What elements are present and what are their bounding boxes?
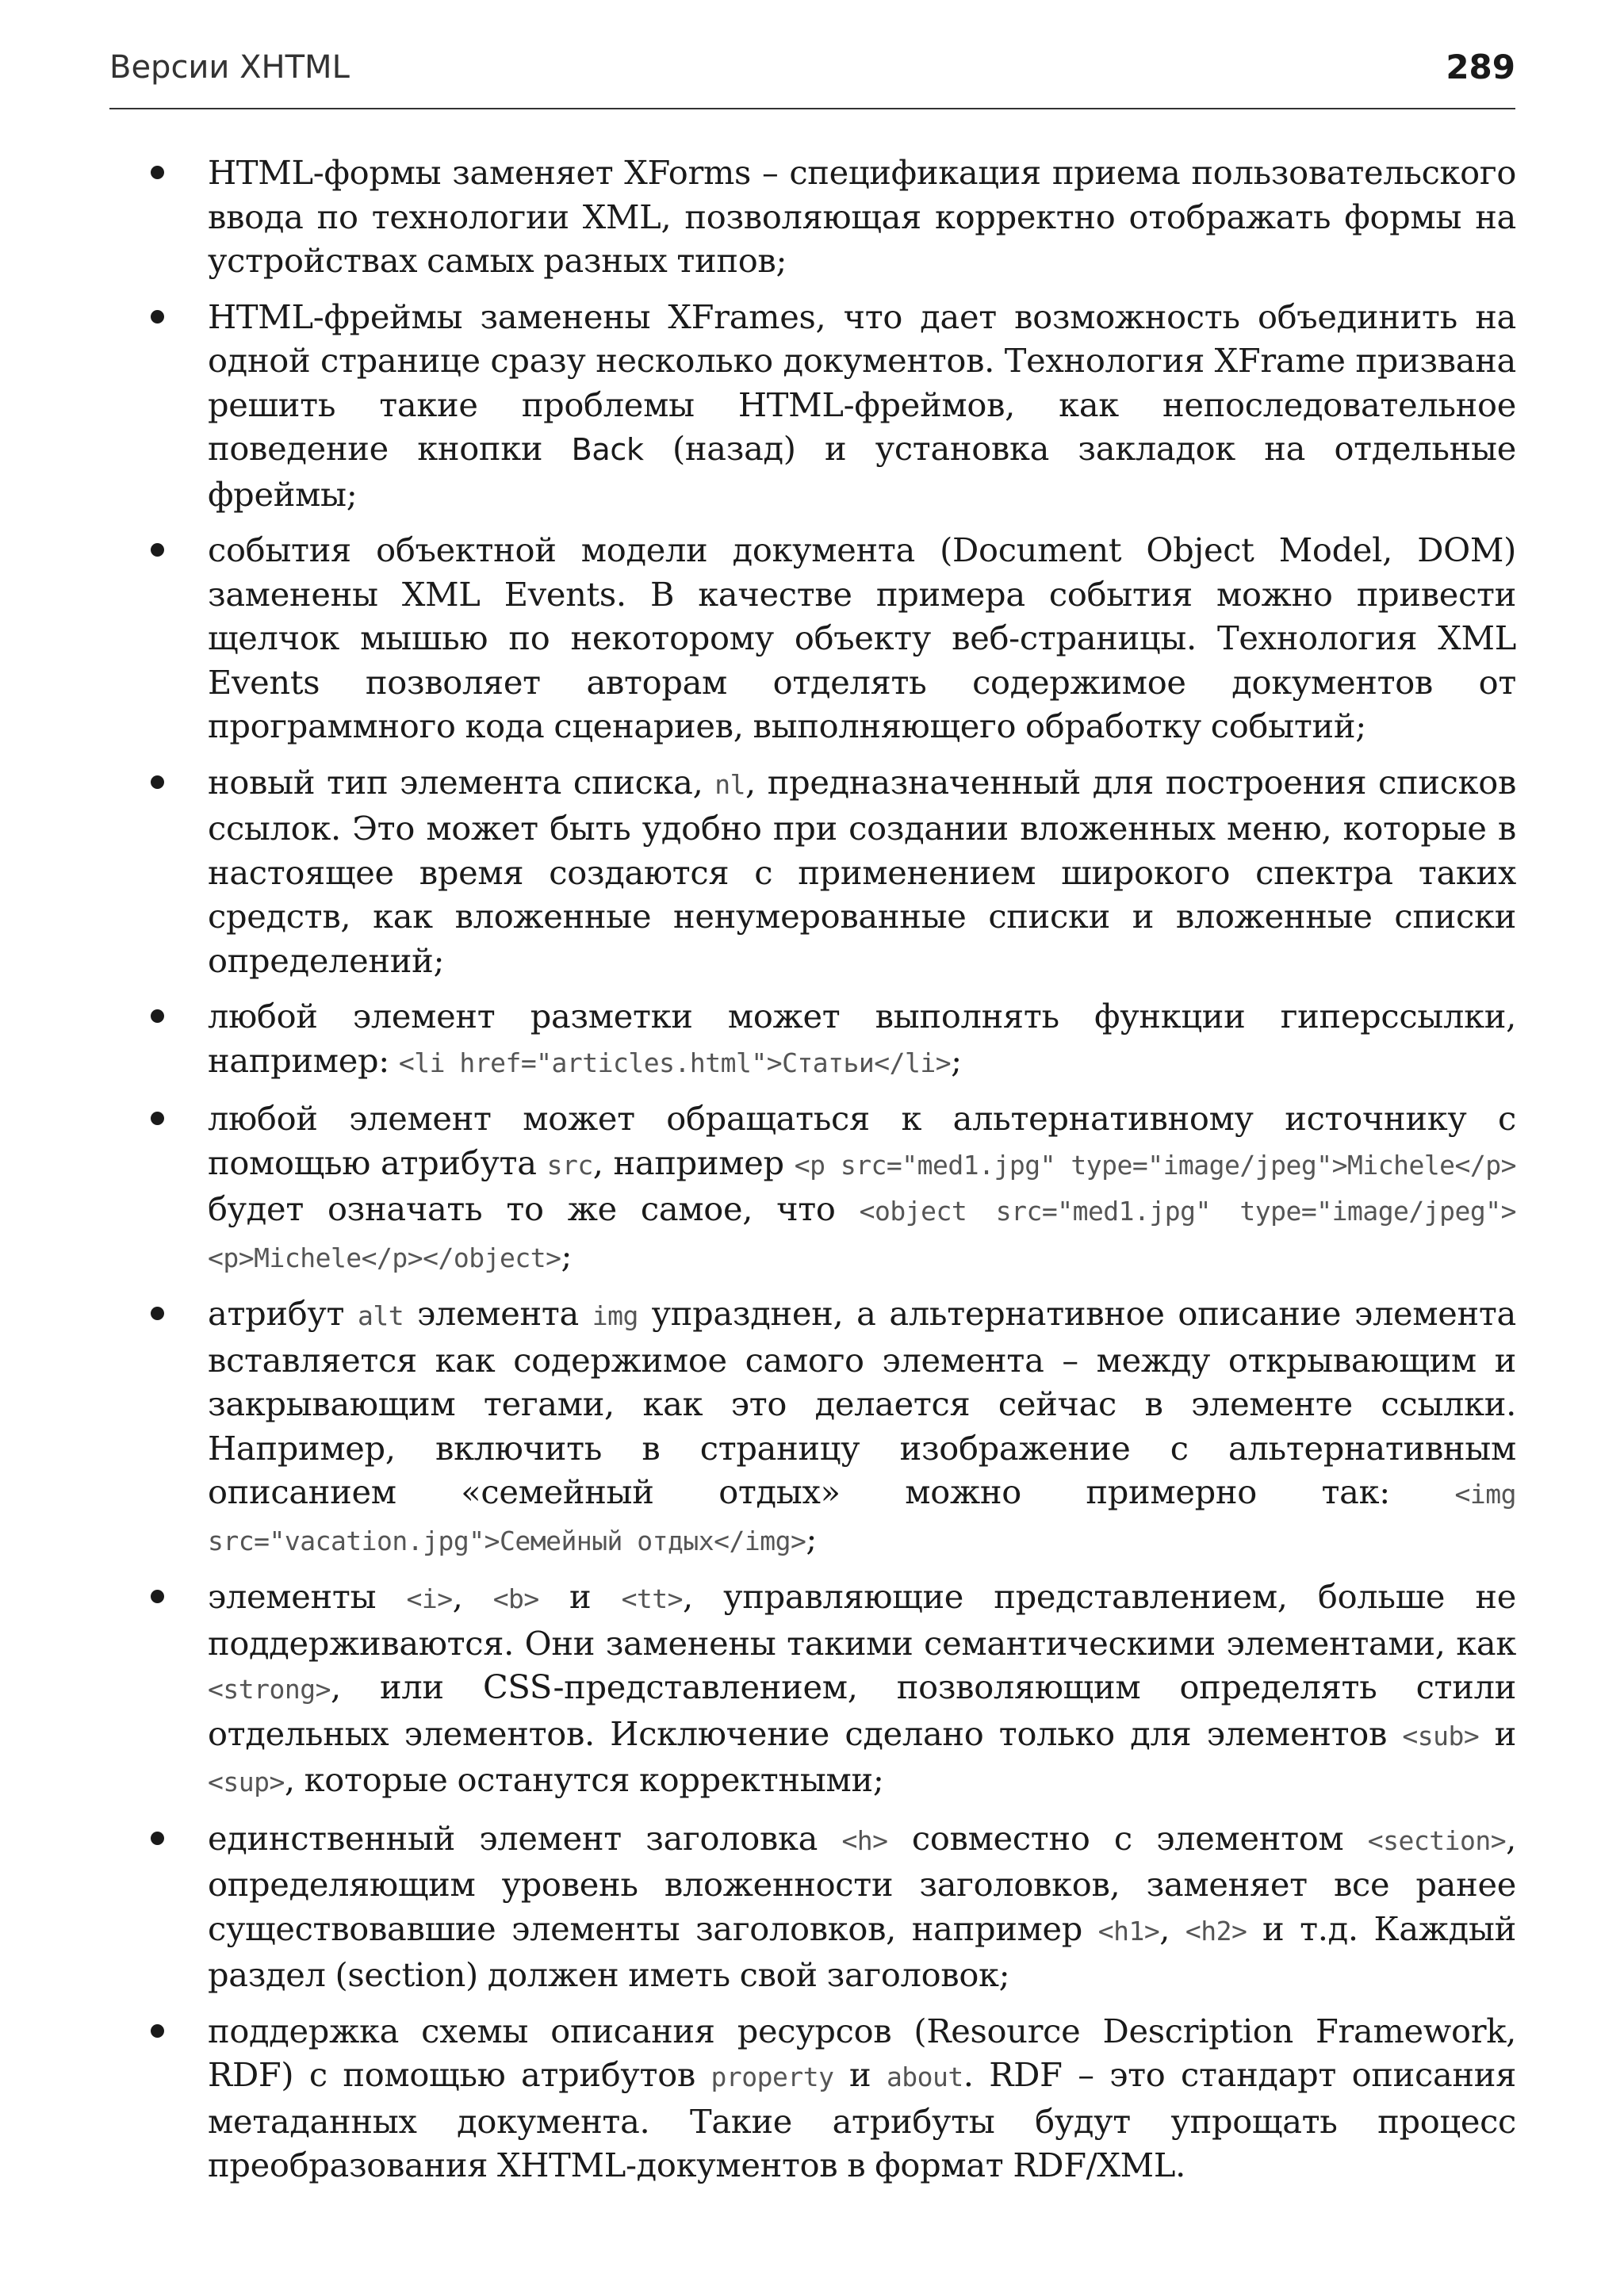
list-item	[208, 151, 1516, 283]
bullet-icon	[151, 1112, 164, 1125]
item-text: любой элемент разметки может выполнять функции гиперссылки, например:	[208, 997, 1516, 1080]
bullet-icon	[151, 166, 164, 179]
bullet-list	[208, 151, 1516, 2188]
list-item	[208, 528, 1516, 748]
item-text: ;	[951, 1040, 962, 1080]
item-text: упразднен, а альтернативное описание элемента вставляется как содержимое самого элемента – между открывающим и закрывающим тегами, как это делается сейчас в элементе ссылки. Например, включить в страницу изображение с альтернативным описанием «семейный отдых» можно примерно так:	[208, 1294, 1516, 1511]
code-snippet: <i>	[406, 1583, 453, 1614]
bullet-icon	[151, 1590, 164, 1603]
code-snippet: <h1>	[1097, 1915, 1160, 1947]
code-snippet: <strong>	[208, 1674, 331, 1705]
code-snippet: property	[710, 2062, 834, 2092]
list-item	[208, 994, 1516, 1085]
item-text: новый тип элемента списка,	[208, 762, 715, 802]
item-text: и	[538, 1577, 622, 1616]
item-text: , или CSS-представлением, позволяющим определять стили отдельных элементов. Исключение сделано только для элементов	[208, 1667, 1516, 1753]
bullet-icon	[151, 775, 164, 789]
bullet-icon	[151, 1307, 164, 1320]
code-snippet: img	[592, 1300, 638, 1331]
item-text: элементы	[208, 1577, 407, 1616]
item-text: события объектной модели документа (Document Object Model, DOM) заменены XML Events. В качестве примера события можно привести щелчок мышью по некоторому объекту веб-страницы. Технология XML Events позволяет авторам отделять содержимое документов от программного кода сценариев, выполняющего обработку событий;	[208, 530, 1516, 745]
item-text: поддержка схемы описания ресурсов (Resource Description Framework, RDF) с помощью атрибутов	[208, 2011, 1516, 2094]
item-text: элемента	[404, 1294, 592, 1333]
item-text: и	[1479, 1713, 1516, 1753]
bullet-icon	[151, 310, 164, 323]
list-item	[208, 1292, 1516, 1563]
page-number: 289	[1446, 48, 1515, 86]
bullet-icon	[151, 2024, 164, 2038]
item-text: HTML-фреймы заменены XFrames, что дает возможность объединить на одной странице сразу несколько документов. Технология XFrame призвана решить такие проблемы HTML-фреймов, как непоследовательное поведение кнопки	[208, 297, 1516, 468]
item-text: ,	[452, 1577, 493, 1616]
list-item	[208, 1575, 1516, 1805]
list-item	[208, 295, 1516, 517]
code-snippet: nl	[714, 768, 746, 800]
page-body	[208, 151, 1516, 2199]
item-text: и т.д. Каждый раздел (section) должен иметь свой заголовок;	[208, 1908, 1516, 1994]
code-snippet: <li href="articles.html">Статьи</li>	[398, 1047, 952, 1078]
code-snippet: <sup>	[208, 1767, 285, 1797]
item-text: , определяющим уровень вложенности заголовков, заменяет все ранее существовавшие элементы заголовков, например	[208, 1818, 1516, 1948]
code-snippet: <sub>	[1402, 1720, 1480, 1751]
code-snippet: alt	[358, 1300, 404, 1331]
item-text: и	[833, 2055, 887, 2094]
item-text: атрибут	[208, 1294, 358, 1333]
list-item	[208, 1097, 1516, 1280]
item-text: единственный элемент заголовка	[208, 1818, 842, 1858]
code-snippet: <h2>	[1185, 1915, 1247, 1947]
bullet-icon	[151, 1832, 164, 1845]
item-text: ,	[1159, 1908, 1185, 1948]
item-text: будет означать то же самое, что	[208, 1189, 860, 1228]
item-text: , предназначенный для построения списков ссылок. Это может быть удобно при создании вложенных меню, которые в настоящее время создаются с применением широкого спектра таких средств, как вложенные ненумерованные списки и вложенные списки определений;	[208, 762, 1517, 980]
running-title: Версии XHTML	[109, 49, 350, 86]
bullet-icon	[151, 1009, 164, 1023]
list-item	[208, 760, 1516, 983]
item-text: любой элемент может обращаться к альтернативному источнику с помощью атрибута	[208, 1099, 1516, 1182]
page-header	[109, 44, 1515, 109]
code-snippet: <p src="med1.jpg" type="image/jpeg">Michele</p>	[794, 1149, 1517, 1181]
code-snippet: about	[886, 2062, 963, 2092]
ui-button-name: Back	[571, 432, 644, 467]
list-item	[208, 1817, 1516, 1997]
code-snippet: <object src="med1.jpg" type="image/jpeg"><p>Michele</p></object>	[208, 1196, 1517, 1273]
bullet-icon	[151, 543, 164, 557]
code-snippet: <img src="vacation.jpg">Семейный отдых</img>	[208, 1479, 1516, 1556]
item-text: , управляющие представлением, больше не поддерживаются. Они заменены такими семантическими элементами, как	[208, 1577, 1516, 1663]
item-text: HTML-формы заменяет XForms – спецификация приема пользовательского ввода по технологии XML, позволяющая корректно отображать формы на устройствах самых разных типов;	[208, 153, 1516, 280]
item-text: ;	[806, 1518, 818, 1558]
list-item	[208, 2009, 1516, 2188]
item-text: ;	[561, 1235, 573, 1275]
item-text: , которые останутся корректными;	[284, 1760, 884, 1799]
item-text: . RDF – это стандарт описания метаданных документа. Такие атрибуты будут упрощать процесс преобразования XHTML-документов в формат RDF/XML.	[208, 2055, 1516, 2184]
item-text: , например	[592, 1143, 795, 1182]
code-snippet: src	[546, 1149, 593, 1181]
item-text: (назад) и установка закладок на отдельные фреймы;	[208, 429, 1517, 514]
code-snippet: <section>	[1367, 1824, 1507, 1856]
code-snippet: <tt>	[621, 1583, 684, 1614]
code-snippet: <h>	[841, 1824, 888, 1856]
code-snippet: <b>	[492, 1583, 539, 1614]
item-text: совместно с элементом	[887, 1818, 1368, 1858]
